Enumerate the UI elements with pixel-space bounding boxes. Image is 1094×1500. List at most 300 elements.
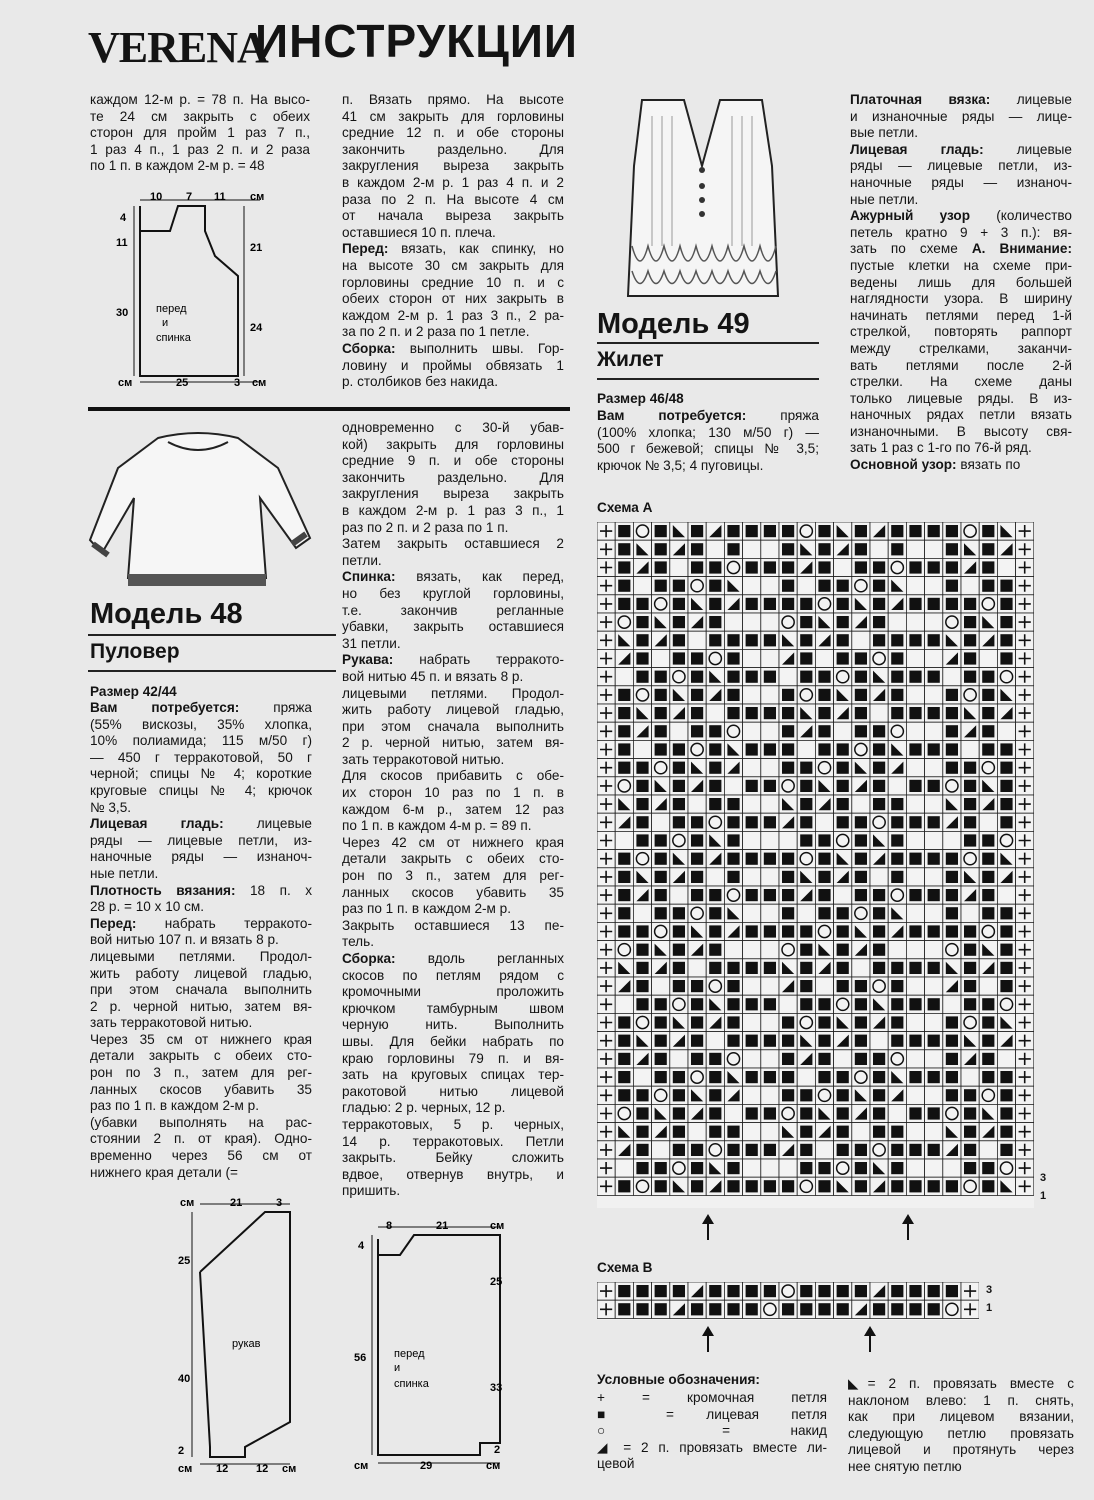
chart-cell — [615, 1123, 633, 1141]
chart-cell — [906, 977, 924, 995]
diagram-label: 12 — [216, 1463, 229, 1475]
chart-cell — [852, 1123, 870, 1141]
chart-cell — [743, 649, 761, 667]
text-line: в каждом 2-м р. 1 раз 3 п., 1 — [342, 502, 564, 518]
diagram-label: и — [162, 317, 169, 329]
text-line: терракотовых, 5 р. черных, — [342, 1116, 564, 1132]
chart-cell — [870, 850, 888, 868]
text-line: Перед: вязать, как спинку, но — [342, 241, 564, 257]
chart-cell — [706, 668, 724, 686]
chart-cell — [779, 1159, 797, 1177]
text-line: тель. — [342, 934, 374, 950]
text-line: — 450 г терракотовой, 50 г — [90, 749, 312, 765]
chart-cell — [779, 831, 797, 849]
chart-cell — [761, 759, 779, 777]
chart-cell — [852, 595, 870, 613]
legend-item: цевой — [597, 1456, 635, 1472]
diagram-label: 12 — [256, 1463, 269, 1475]
chart-cell — [761, 941, 779, 959]
text-line: и изнаночные ряды — лице- — [850, 108, 1072, 124]
text-line: ные петли. — [90, 865, 159, 881]
text-line: закончить раздельно. Для — [342, 469, 564, 485]
diagram-label: 21 — [436, 1220, 449, 1232]
chart-cell — [670, 558, 688, 576]
chart-cell — [761, 1123, 779, 1141]
chart-cell — [925, 759, 943, 777]
legend-item: ◣= 2 п. провязать вместе с — [848, 1376, 1074, 1391]
text-line: жить работу лицевой гладью, — [342, 702, 564, 718]
text-line: п. Вязать прямо. На высоте — [342, 92, 564, 107]
model48-text-col2 — [342, 420, 564, 1200]
text-line: Через 42 см от нижнего края — [342, 834, 564, 850]
text-line: средние 9 п. и обе стороны — [342, 453, 564, 469]
text-line: Перед: набрать терракото- — [90, 915, 312, 931]
chart-cell — [615, 668, 633, 686]
chart-cell — [615, 995, 633, 1013]
diagram-label: 10 — [150, 191, 163, 203]
text-line: Основной узор: вязать по — [850, 457, 1021, 473]
legend-right — [848, 1376, 1074, 1476]
text-line: гладью: 2 р. черных, 12 р. — [342, 1100, 506, 1116]
diagram-label: и — [394, 1362, 401, 1374]
chart-cell — [688, 631, 706, 649]
front-back-diagram — [110, 186, 280, 396]
sleeve-diagram — [170, 1192, 310, 1482]
text-line: черную нить. Выполнить — [342, 1017, 564, 1033]
scheme-b-title: Схема В — [597, 1260, 653, 1275]
text-line: лицевыми петлями. Продол- — [342, 685, 564, 701]
text-line: детали закрыть с обеих сто- — [90, 1048, 312, 1064]
text-line: (55% вискозы, 35% хлопка, — [90, 716, 312, 732]
scheme-a-row-label-1: 1 — [1040, 1190, 1047, 1202]
chart-cell — [906, 1086, 924, 1104]
chart-cell — [761, 540, 779, 558]
chart-cell — [961, 740, 979, 758]
model48-title-rule — [88, 634, 336, 636]
text-line: 28 р. = 10 х 10 см. — [90, 899, 205, 915]
text-line: черной; спицы № 4; короткие — [90, 766, 312, 782]
text-line: швы. Для бейки набрать по — [342, 1033, 564, 1049]
text-line: закрыть. Бейку сложить — [342, 1150, 564, 1166]
text-line: рон по 3 п., затем для рег- — [342, 868, 564, 884]
chart-cell — [743, 1159, 761, 1177]
diagram-label: см — [490, 1220, 505, 1232]
chart-cell — [925, 904, 943, 922]
chart-cell — [652, 959, 670, 977]
scheme-a-grid — [597, 522, 1034, 1208]
text-line: закругления выреза закрыть — [342, 486, 564, 502]
chart-cell — [761, 977, 779, 995]
diagram-label: 25 — [490, 1276, 503, 1288]
scheme-b-row-label-1: 1 — [986, 1302, 993, 1314]
diagram-label: 56 — [354, 1352, 367, 1364]
chart-cell — [688, 1104, 706, 1122]
chart-cell — [979, 613, 997, 631]
diagram-label: 30 — [116, 307, 129, 319]
chart-cell — [925, 540, 943, 558]
text-line: пустые клетки на схеме при- — [850, 257, 1072, 273]
chart-cell — [888, 613, 906, 631]
diagram-label: перед — [156, 303, 187, 315]
chart-cell — [979, 777, 997, 795]
chart-cell — [961, 577, 979, 595]
chart-cell — [670, 1050, 688, 1068]
chart-cell — [925, 649, 943, 667]
diagram-label: 29 — [420, 1460, 433, 1472]
chart-cell — [906, 577, 924, 595]
chart-cell — [779, 977, 797, 995]
chart-cell — [761, 868, 779, 886]
chart-cell — [688, 1123, 706, 1141]
model48-text-col1 — [90, 700, 312, 1181]
diagram-label: 8 — [386, 1220, 393, 1232]
diagram-label: рукав — [232, 1338, 261, 1350]
chart-cell — [724, 941, 742, 959]
chart-cell — [906, 868, 924, 886]
legend-item: ■ = лицевая петля — [597, 1406, 827, 1422]
model48-title: Модель 48 — [90, 598, 243, 630]
brand-logo: VERENA — [88, 23, 268, 72]
text-line: скосов по петлям рядом с — [342, 967, 564, 983]
chart-cell — [706, 995, 724, 1013]
chart-cell — [888, 941, 906, 959]
chart-cell — [688, 959, 706, 977]
chart-cell — [743, 577, 761, 595]
text-line: зать на круговых спицах тер- — [342, 1067, 564, 1083]
chart-cell — [633, 740, 651, 758]
text-line: каждом 12-м р. = 78 п. На высо- — [90, 92, 310, 107]
text-line: лицевыми петлями. Продол- — [90, 948, 312, 964]
chart-cell — [870, 686, 888, 704]
scheme-a-row-label-3: 3 — [1040, 1172, 1047, 1184]
chart-cell — [670, 722, 688, 740]
chart-cell — [761, 1050, 779, 1068]
text-line: петли. — [342, 552, 382, 568]
chart-cell — [706, 868, 724, 886]
text-line: Ажурный узор (количество — [850, 208, 1072, 224]
chart-cell — [943, 668, 961, 686]
chart-cell — [724, 577, 742, 595]
diagram-label: см — [252, 377, 267, 389]
chart-cell — [925, 1159, 943, 1177]
chart-cell — [906, 904, 924, 922]
text-line: ланных скосов убавить 35 — [90, 1081, 312, 1097]
chart-cell — [743, 941, 761, 959]
text-line: ведены лишь для большей — [850, 274, 1072, 290]
text-line: вые петли. — [850, 125, 919, 141]
chart-cell — [888, 577, 906, 595]
diagram-label: 2 — [494, 1444, 501, 1456]
chart-cell — [652, 1123, 670, 1141]
chart-cell — [761, 613, 779, 631]
text-line: зать по схеме А. Внимание: — [850, 241, 1072, 257]
model48-subtitle: Пуловер — [90, 640, 180, 663]
text-line: сторон для пройм 1 раз 7 п., — [90, 125, 310, 141]
text-line: ряды — лицевые петли, из- — [90, 832, 312, 848]
diagram-label: см — [180, 1197, 195, 1209]
legend-item: ◢ = 2 п. провязать вместе ли- — [597, 1439, 827, 1455]
text-line: обеих сторон от них закрыть в — [342, 291, 564, 307]
chart-cell — [997, 722, 1015, 740]
chart-cell — [743, 977, 761, 995]
chart-cell — [852, 795, 870, 813]
chart-cell — [888, 759, 906, 777]
model48-subtitle-rule — [88, 670, 336, 672]
chart-cell — [633, 886, 651, 904]
text-line: Рукава: набрать терракото- — [342, 652, 564, 668]
chart-cell — [906, 540, 924, 558]
chart-cell — [943, 831, 961, 849]
model49-subtitle: Жилет — [597, 348, 664, 371]
chart-cell — [761, 904, 779, 922]
chart-cell — [834, 558, 852, 576]
text-line: зать 1 раз с 1-го по 76-й ряд. — [850, 440, 1032, 456]
text-line: те 24 см закрыть с обеих — [90, 108, 310, 124]
arrow-up-icon — [860, 1324, 880, 1354]
diagram-label: 24 — [250, 322, 263, 334]
chart-cell — [724, 777, 742, 795]
chart-cell — [743, 613, 761, 631]
chart-cell — [815, 649, 833, 667]
diagram-label: 40 — [178, 1373, 191, 1385]
diagram-label: 25 — [176, 377, 189, 389]
model49-text-col3 — [597, 408, 819, 474]
legend-item: ○ = накид — [597, 1423, 827, 1439]
chart-cell — [852, 922, 870, 940]
chart-cell — [743, 722, 761, 740]
text-line: вдвое, отвернув внутрь, и — [342, 1166, 564, 1182]
text-line: 500 г бежевой; спицы № 3,5; — [597, 441, 819, 457]
chart-cell — [906, 613, 924, 631]
chart-cell — [815, 1141, 833, 1159]
chart-cell — [834, 1032, 852, 1050]
chart-cell — [652, 795, 670, 813]
chart-cell — [870, 704, 888, 722]
chart-cell — [633, 577, 651, 595]
text-line: крючком тамбурным швом — [342, 1000, 564, 1016]
text-line: ланных скосов убавить 35 — [342, 884, 564, 900]
scheme-b-row-label-3: 3 — [986, 1284, 993, 1296]
chart-cell — [870, 540, 888, 558]
text-line: закругления выреза закрыть — [342, 158, 564, 174]
diagram-label: 21 — [230, 1197, 243, 1209]
chart-cell — [797, 740, 815, 758]
chart-cell — [925, 722, 943, 740]
diagram-label: 11 — [116, 237, 128, 249]
chart-cell — [743, 831, 761, 849]
text-line: пришить. — [342, 1183, 401, 1199]
chart-cell — [961, 1068, 979, 1086]
chart-cell — [925, 577, 943, 595]
chart-cell — [979, 1104, 997, 1122]
chart-cell — [615, 1159, 633, 1177]
diagram-label: см — [118, 377, 133, 389]
text-line: изнаночными. В высоту свя- — [850, 423, 1072, 439]
chart-cell — [797, 1032, 815, 1050]
diagram-label: см — [250, 191, 265, 203]
chart-cell — [670, 1032, 688, 1050]
chart-cell — [997, 704, 1015, 722]
chart-cell — [706, 831, 724, 849]
chart-cell — [888, 777, 906, 795]
text-line: 41 см закрыть для горловины — [342, 108, 564, 124]
diagram-label: перед — [394, 1348, 425, 1360]
text-line: ные петли. — [850, 191, 919, 207]
chart-cell — [743, 1013, 761, 1031]
pullover-sketch — [88, 428, 312, 598]
model49-title: Модель 49 — [597, 308, 750, 340]
text-line: наночные ряды — изнаноч- — [90, 849, 312, 865]
chart-cell — [779, 995, 797, 1013]
chart-cell — [688, 613, 706, 631]
chart-cell — [706, 704, 724, 722]
chart-cell — [779, 668, 797, 686]
chart-cell — [815, 813, 833, 831]
text-line: только лицевые ряды. В из- — [850, 390, 1072, 406]
text-line: раза по 2 п. На высоте 4 см — [342, 191, 564, 207]
diagram-label: см — [486, 1460, 501, 1472]
text-line: Для скосов прибавить с обе- — [342, 768, 564, 784]
text-line: раз по 2 п. и 2 раза по 1 п. — [342, 519, 509, 535]
chart-cell — [743, 795, 761, 813]
text-line: за по 2 п. и 2 раза по 1 петле. — [342, 324, 530, 340]
chart-cell — [925, 941, 943, 959]
chart-cell — [652, 1141, 670, 1159]
text-line: закончить раздельно. Для — [342, 141, 564, 157]
text-line: вой нитью 107 п. и вязать 8 р. — [90, 932, 279, 948]
text-line: (убавки выполнять на рас- — [90, 1114, 312, 1130]
chart-cell — [652, 813, 670, 831]
chart-cell — [925, 1086, 943, 1104]
chart-cell — [997, 1050, 1015, 1068]
scheme-b-grid — [597, 1282, 979, 1320]
chart-cell — [779, 1123, 797, 1141]
diagram-label: см — [178, 1463, 193, 1475]
chart-cell — [797, 904, 815, 922]
chart-cell — [797, 540, 815, 558]
text-line: зать терракотовой нитью. — [342, 751, 505, 767]
chart-cell — [906, 1159, 924, 1177]
legend-item: лицевой и протянуть через — [848, 1442, 1074, 1458]
arrow-up-icon — [698, 1212, 718, 1242]
chart-cell — [615, 959, 633, 977]
text-line: 1 раз 4 п., 1 раз 2 п. и 2 раза — [90, 141, 310, 157]
chart-cell — [979, 941, 997, 959]
text-line: 10% полиамида; 115 м/50 г) — [90, 733, 312, 749]
text-line: наглядности узора. В ширину — [850, 291, 1072, 307]
chart-cell — [997, 558, 1015, 576]
text-line: Затем закрыть оставшиеся 2 — [342, 536, 564, 552]
chart-cell — [743, 868, 761, 886]
chart-cell — [815, 977, 833, 995]
chart-cell — [997, 522, 1015, 540]
diagram-label: 2 — [178, 1445, 185, 1457]
chart-cell — [633, 1032, 651, 1050]
diagram-label: 25 — [178, 1255, 191, 1267]
chart-cell — [961, 904, 979, 922]
chart-cell — [979, 649, 997, 667]
diagram-label: 7 — [186, 191, 193, 203]
text-line: раз по 1 п. в каждом 2-м р. — [90, 1098, 259, 1114]
chart-cell — [888, 1104, 906, 1122]
chart-cell — [615, 795, 633, 813]
vest-sketch — [622, 96, 784, 302]
chart-cell — [906, 686, 924, 704]
legend-item: + = кромочная петля — [597, 1390, 827, 1405]
chart-cell — [906, 759, 924, 777]
chart-cell — [815, 795, 833, 813]
chart-cell — [761, 577, 779, 595]
chart-cell — [688, 941, 706, 959]
chart-cell — [906, 722, 924, 740]
text-line: по 1 п. в каждом 4-м р. = 89 п. — [342, 818, 532, 834]
text-line: между стрелками, заканчи- — [850, 340, 1072, 356]
chart-cell — [961, 886, 979, 904]
chart-cell — [925, 1013, 943, 1031]
text-line: при этом сначала выполнить — [90, 982, 312, 998]
chart-cell — [743, 759, 761, 777]
chart-cell — [852, 759, 870, 777]
chart-cell — [670, 522, 688, 540]
text-line: краю горловины 79 п. и вя- — [342, 1050, 564, 1066]
text-line: Сборка: выполнить швы. Гор- — [342, 340, 564, 356]
chart-cell — [724, 613, 742, 631]
chart-cell — [943, 995, 961, 1013]
chart-cell — [706, 1032, 724, 1050]
page-title: ИНСТРУКЦИИ — [255, 15, 578, 67]
model48-size: Размер 42/44 — [90, 684, 177, 699]
chart-cell — [761, 722, 779, 740]
chart-cell — [852, 959, 870, 977]
text-line: Сборка: вдоль регланных — [342, 951, 564, 966]
chart-cell — [633, 904, 651, 922]
model49-text-col4 — [850, 92, 1072, 474]
legend-item: нее снятую петлю — [848, 1458, 962, 1474]
chart-cell — [906, 1123, 924, 1141]
arrow-up-icon — [898, 1212, 918, 1242]
chart-cell — [834, 722, 852, 740]
text-line: жить работу лицевой гладью, — [90, 965, 312, 981]
chart-cell — [743, 1086, 761, 1104]
chart-cell — [925, 795, 943, 813]
text-line: петель кратно 9 + 3 п.): вя- — [850, 224, 1072, 240]
text-line: убавки, закрыть оставшиеся — [342, 619, 564, 635]
chart-cell — [925, 1050, 943, 1068]
text-line: в каждом 2-м р. 1 раз 4 п. и 2 — [342, 174, 564, 190]
text-line: Лицевая гладь: лицевые — [90, 816, 312, 832]
legend-item: следующую петлю провязать — [848, 1425, 1074, 1441]
text-line: но без круглой горловины, — [342, 585, 564, 601]
legend-list — [597, 1390, 827, 1473]
chart-cell — [834, 704, 852, 722]
chart-cell — [925, 1123, 943, 1141]
chart-cell — [779, 795, 797, 813]
text-line: при этом сначала выполнить — [342, 718, 564, 734]
text-line: вать петлями после 2-й — [850, 357, 1072, 373]
chart-cell — [761, 1013, 779, 1031]
text-line: ловину и проймы обвязать 1 — [342, 357, 564, 373]
text-line: Спинка: вязать, как перед, — [342, 569, 564, 585]
chart-cell — [797, 868, 815, 886]
text-line: Лицевая гладь: лицевые — [850, 141, 1072, 157]
text-line: детали закрыть с обеих сто- — [342, 851, 564, 867]
text-line: Вам потребуется: пряжа — [90, 700, 312, 715]
chart-cell — [834, 1050, 852, 1068]
chart-cell — [870, 1282, 888, 1300]
chart-cell — [815, 1123, 833, 1141]
chart-cell — [888, 1068, 906, 1086]
chart-cell — [652, 977, 670, 995]
